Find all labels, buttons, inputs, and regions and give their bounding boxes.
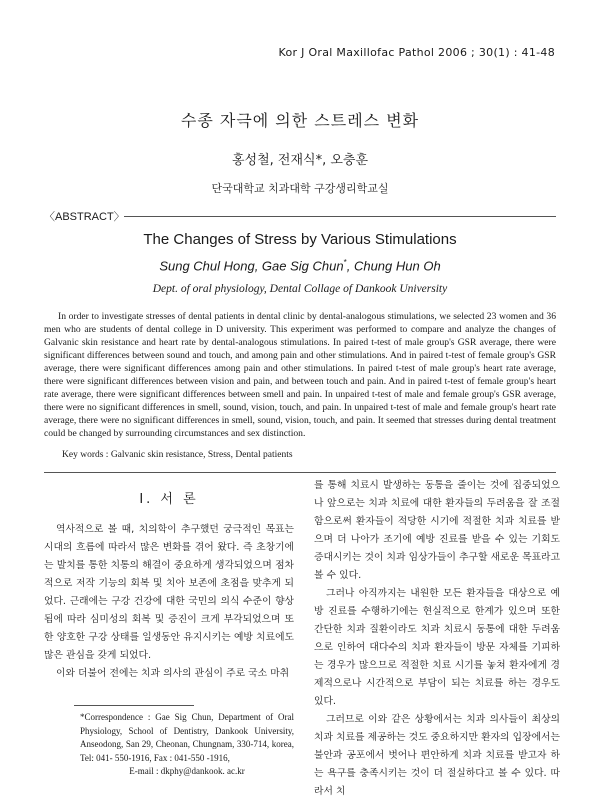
footnote-body: *Correspondence : Gae Sig Chun, Department of Oral Physiology, School of Dentistry, Dankook University, Anseodong, San 29, Cheonan, Chungnam, 330-714, korea, Tel: 041- 550-1916, Fax : 041-550 -1916, — [80, 712, 294, 763]
abstract-top-rule — [124, 216, 556, 217]
right-paragraph-2: 그러나 아직까지는 내원한 모든 환자들을 대상으로 예방 진료를 수행하기에는 현실적으로 한계가 있으며 또한 간단한 치과 질환이라도 치과 치료시 동통에 대한 두려움으로 인하여 대다수의 치과 환자들이 방문 자체를 기피하는 경우가 많으므로 적절한 치료 시기를 놓쳐 환자에게 경제적으로나 시간적으로 부담이 되는 치료를 하는 경우도 있다. — [314, 588, 560, 707]
journal-citation: Kor J Oral Maxillofac Pathol 2006 ; 30(1) : 41-48 — [278, 46, 555, 59]
authors-before: Sung Chul Hong, Gae Sig Chun — [159, 258, 344, 274]
english-authors — [0, 258, 600, 273]
correspondence-footnote — [80, 711, 294, 779]
english-title: The Changes of Stress by Various Stimulations — [143, 231, 457, 248]
abstract-label: 〈ABSTRACT〉 — [44, 211, 125, 223]
footnote-email: E-mail : dkphy@dankook. ac.kr — [129, 766, 245, 777]
section-heading-introduction: Ⅰ. 서 론 — [139, 492, 199, 507]
abstract-text: In order to investigate stresses of dental patients in dental clinic by dental-analogous stimulations, we selected 23 women and 36 men who are students of dental college in D university. This experiment was performed to compare and analyze the changes of Galvanic skin resistance and heart rate by dental-analogous stimulations. In paired t-test of male group's GSR average, there were significant differences between sound and touch, and among pain and other stimulations. And in paired t-test of female group's GSR average, there were significant differences among pain and other stimulations. In paired t-test of male group's heart rate average, there were significant differences between vision and pain, and between touch and pain. And in paired t-test of female group's heart rate average, there were significant differences between smell and pain. In unpaired t-test of male and female group's GSR average, there were no significant differences in smell, sound, vision, touch, and pain. In unpaired t-test of male and female group's heart rate average, there were no significant differences in smell, sound, vision, touch, and pain. It seemed that stresses during dental treatment could be changed by surrounding circumstances and sex distinction. — [44, 311, 556, 439]
right-column — [314, 477, 560, 801]
right-paragraph-3: 그러므로 이와 같은 상황에서는 치과 의사들이 최상의 치과 치료를 제공하는 것도 중요하지만 환자의 입장에서는 불안과 공포에서 벗어나 편안하게 치과 치료를 받고자 하는 욕구를 충족시키는 것이 더 절실하다고 볼 수 있다. 따라서 치 — [314, 714, 560, 797]
corresponding-mark: * — [343, 258, 347, 267]
keywords: Key words : Galvanic skin resistance, Stress, Dental patients — [62, 450, 293, 460]
korean-title: 수종 자극에 의한 스트레스 변화 — [180, 111, 420, 130]
footnote-rule — [74, 705, 194, 706]
korean-authors: 홍성철, 전재식*, 오충훈 — [231, 153, 369, 168]
korean-affiliation: 단국대학교 치과대학 구강생리학교실 — [211, 182, 389, 195]
english-department: Dept. of oral physiology, Dental Collage of Dankook University — [152, 283, 448, 295]
left-paragraph-1: 역사적으로 볼 때, 치의학이 추구했던 궁극적인 목표는 시대의 흐름에 따라서 많은 변화를 겪어 왔다. 즉 초창기에는 발치를 통한 치통의 해결이 중요하게 생각되었으며 점차적으로 저작 기능의 회복 및 치아 보존에 초점을 맞추게 되었다. 근래에는 구강 건강에 대한 국민의 의식 수준이 향상됨에 따라 심미성의 회복 및 증진이 크게 부각되었으며 또한 양호한 구강 상태를 일생동안 유지시키는 예방 치료에도 많은 관심을 갖게 되었다. — [44, 524, 294, 661]
authors-after: , Chung Hun Oh — [346, 258, 441, 274]
left-paragraph-2: 이와 더불어 전에는 치과 의사의 관심이 주로 국소 마취 — [56, 668, 290, 679]
left-column — [44, 521, 294, 683]
right-paragraph-1: 를 통해 치료시 발생하는 동통을 줄이는 것에 집중되었으나 앞으로는 치과 치료에 대한 환자들의 두려움을 잘 조절함으로써 환자들이 적당한 시기에 적절한 치과 치료를 받으며 더 나아가 조기에 예방 진료를 받을 수 있는 기회도 증대시키는 것이 치과 임상가들이 추구할 새로운 목표라고 볼 수 있다. — [314, 480, 560, 581]
abstract-bottom-rule — [44, 472, 556, 473]
